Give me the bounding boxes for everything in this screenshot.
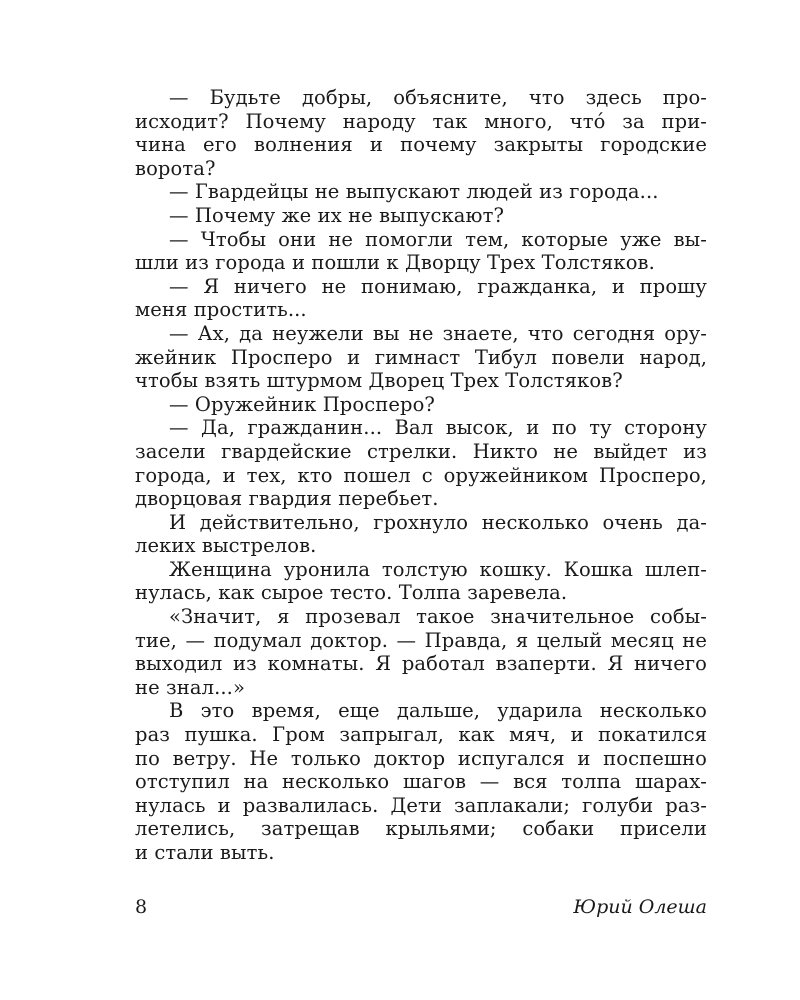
body-text	[135, 86, 707, 865]
text-line: «Значит, я прозевал такое значительное собы-	[169, 605, 707, 629]
text-line: нулась, как сырое тесто. Толпа заревела.	[135, 581, 568, 605]
text-line: меня простить...	[135, 298, 307, 322]
text-line: И действительно, грохнуло несколько очень да-	[169, 510, 707, 534]
text-line: — Оружейник Просперо?	[169, 392, 435, 416]
text-line: — Чтобы они не помогли тем, которые уже вы-	[169, 227, 707, 251]
text-line: нулась и развалилась. Дети заплакали; голуби раз-	[135, 793, 707, 817]
text-line: жейник Просперо и гимнаст Тибул повели народ,	[135, 345, 707, 369]
text-line: — Я ничего не понимаю, гражданка, и прошу	[169, 274, 707, 298]
text-line: не знал...»	[135, 675, 246, 699]
text-line: В это время, еще дальше, ударила несколько	[169, 699, 707, 723]
text-line: летелись, затрещав крыльями; собаки присели	[135, 817, 707, 841]
text-line: — Гвардейцы не выпускают людей из города...	[169, 180, 659, 204]
text-line: отступил на несколько шагов — вся толпа шарах-	[135, 770, 707, 794]
running-footer-author: Юрий Олеша	[573, 896, 707, 918]
text-line: леких выстрелов.	[135, 534, 317, 558]
text-line: выходил из комнаты. Я работал взаперти. Я ничего	[135, 652, 707, 676]
text-line: по ветру. Не только доктор испугался и поспешно	[135, 746, 707, 770]
text-line: — Будьте добры, объясните, что здесь про-	[169, 86, 707, 109]
text-line: — Да, гражданин... Вал высок, и по ту сторону	[169, 416, 707, 440]
text-line: города, и тех, кто пошел с оружейником Просперо,	[135, 463, 707, 487]
text-line: Женщина уронила толстую кошку. Кошка шлеп-	[169, 557, 707, 581]
text-line: раз пушка. Гром запрыгал, как мяч, и покатился	[135, 723, 707, 747]
text-line: исходит? Почему народу так много, чтó за при-	[135, 109, 707, 133]
text-line: засели гвардейские стрелки. Никто не выйдет из	[135, 439, 707, 463]
text-line: — Ах, да неужели вы не знаете, что сегодня ору-	[169, 321, 707, 345]
text-line: ворота?	[135, 156, 216, 180]
text-line: чина его волнения и почему закрыты городские	[135, 133, 707, 157]
text-line: шли из города и пошли к Дворцу Трех Толстяков.	[135, 251, 655, 275]
text-line: — Почему же их не выпускают?	[169, 203, 505, 227]
page-number: 8	[135, 896, 148, 918]
text-line: чтобы взять штурмом Дворец Трех Толстяков?	[135, 369, 623, 393]
text-line: и стали выть.	[135, 841, 275, 864]
text-line: тие, — подумал доктор. — Правда, я целый месяц не	[135, 628, 707, 652]
text-line: дворцовая гвардия перебьет.	[135, 487, 439, 511]
